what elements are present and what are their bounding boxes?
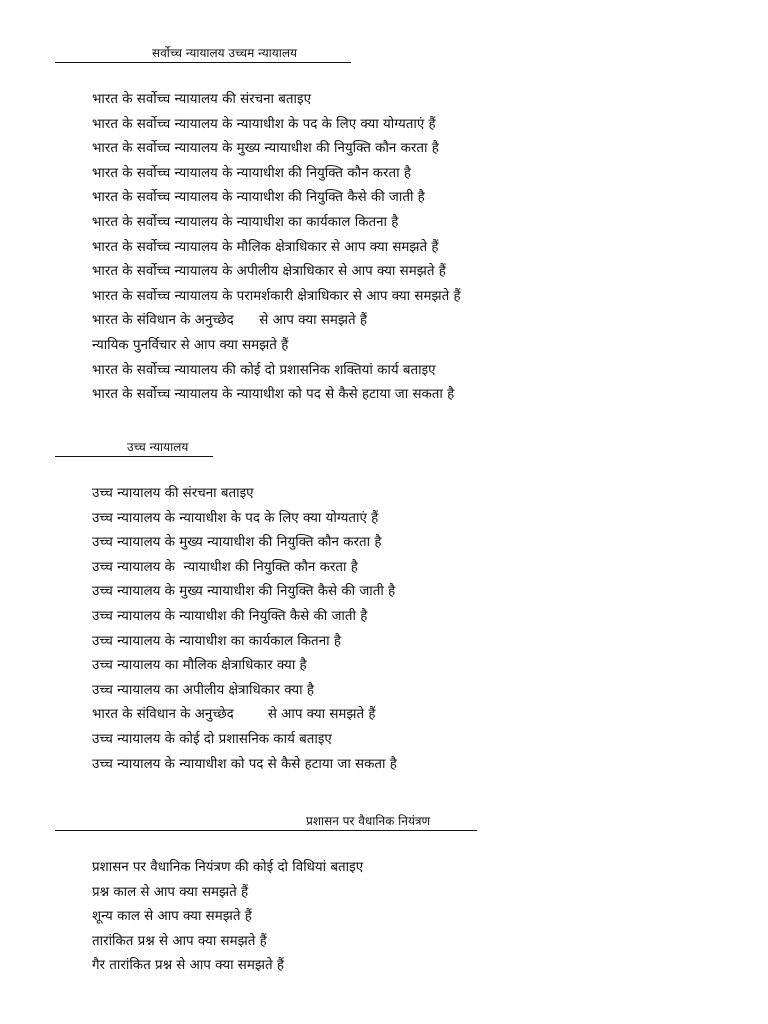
question-item: गैर तारांकित प्रश्न से आप क्या समझते हैं [92, 958, 284, 974]
section-heading-legislative-control [55, 808, 477, 831]
question-list-supreme-court [92, 88, 461, 408]
question-item: भारत के सर्वोच्च न्यायालय की कोई दो प्रशासनिक शक्तियां कार्य बताइए [92, 362, 436, 378]
question-item: भारत के सर्वोच्च न्यायालय के मौलिक क्षेत्राधिकार से आप क्या समझते हैं [92, 239, 439, 255]
question-item: उच्च न्यायालय की संरचना बताइए [92, 486, 254, 501]
section-heading-text: उच्च न्यायालय [127, 440, 189, 454]
question-item: भारत के सर्वोच्च न्यायालय के मुख्य न्यायाधीश की नियुक्ति कौन करता है [92, 141, 439, 157]
question-item: उच्च न्यायालय के कोई दो प्रशासनिक कार्य बताइए [92, 731, 332, 747]
question-item: प्रश्न काल से आप क्या समझते हैं [92, 884, 249, 900]
question-item: शून्य काल से आप क्या समझते हैं [92, 909, 252, 925]
question-item: भारत के सर्वोच्च न्यायालय के न्यायाधीश को पद से कैसे हटाया जा सकता है [92, 387, 455, 403]
question-item: भारत के सर्वोच्च न्यायालय के न्यायाधीश के पद के लिए क्या योग्यताएं हैं [92, 116, 436, 132]
question-list-high-court [92, 482, 397, 777]
question-item: भारत के सर्वोच्च न्यायालय के न्यायाधीश का कार्यकाल कितना है [92, 214, 399, 230]
question-item: उच्च न्यायालय के न्यायाधीश को पद से कैसे हटाया जा सकता है [92, 756, 397, 772]
question-item: उच्च न्यायालय के न्यायाधीश के पद के लिए क्या योग्यताएं हैं [92, 510, 379, 526]
question-item: भारत के सर्वोच्च न्यायालय के न्यायाधीश की नियुक्ति कौन करता है [92, 165, 411, 181]
question-item: प्रशासन पर वैधानिक नियंत्रण की कोई दो विधियां बताइए [92, 860, 364, 875]
question-item: भारत के सर्वोच्च न्यायालय के अपीलीय क्षेत्राधिकार से आप क्या समझते हैं [92, 264, 446, 280]
question-item: उच्च न्यायालय के न्यायाधीश का कार्यकाल कितना है [92, 633, 341, 649]
section-heading-text: सर्वोच्च न्यायालय उच्चम न्यायालय [152, 46, 297, 60]
question-item: उच्च न्यायालय के न्यायाधीश की नियुक्ति कौन करता है [92, 559, 358, 575]
question-item: उच्च न्यायालय का मौलिक क्षेत्राधिकार क्या है [92, 658, 307, 674]
question-item: न्यायिक पुनर्विचार से आप क्या समझते हैं [92, 337, 289, 353]
question-item: भारत के संविधान के अनुच्छेद से आप क्या समझते हैं [92, 707, 376, 723]
question-item: उच्च न्यायालय के न्यायाधीश की नियुक्ति कैसे की जाती है [92, 608, 368, 624]
question-item: भारत के संविधान के अनुच्छेद से आप क्या समझते हैं [92, 313, 368, 329]
section-heading-high-court [55, 434, 213, 457]
section-heading-text: प्रशासन पर वैधानिक नियंत्रण [306, 814, 431, 828]
question-item: उच्च न्यायालय का अपीलीय क्षेत्राधिकार क्या है [92, 682, 314, 698]
question-item: उच्च न्यायालय के मुख्य न्यायाधीश की नियुक्ति कैसे की जाती है [92, 584, 396, 600]
question-item: उच्च न्यायालय के मुख्य न्यायाधीश की नियुक्ति कौन करता है [92, 535, 382, 551]
question-item: भारत के सर्वोच्च न्यायालय के न्यायाधीश की नियुक्ति कैसे की जाती है [92, 190, 425, 206]
question-list-legislative-control [92, 856, 363, 979]
question-item: भारत के सर्वोच्च न्यायालय की संरचना बताइए [92, 92, 312, 107]
question-item: भारत के सर्वोच्च न्यायालय के परामर्शकारी क्षेत्राधिकार से आप क्या समझते हैं [92, 288, 461, 304]
section-heading-supreme-court [55, 40, 351, 63]
question-item: तारांकित प्रश्न से आप क्या समझते हैं [92, 933, 267, 949]
